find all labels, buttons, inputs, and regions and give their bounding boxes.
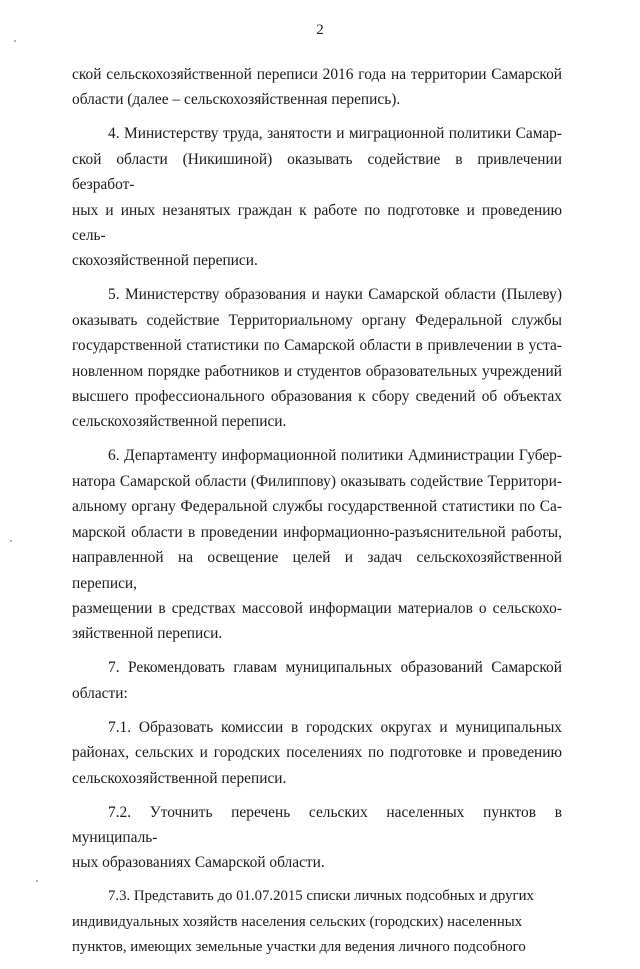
text-line: ской сельскохозяйственной переписи 2016 года на территории Самарской	[72, 66, 562, 83]
text-line: марской области в проведении информационно-разъяснительной работы,	[72, 523, 562, 541]
paragraph-item-6	[72, 443, 562, 646]
text-line: зяйственной переписи.	[72, 625, 223, 643]
text-line: натора Самарской области (Филиппову) оказывать содействие Территори-	[72, 472, 562, 490]
paragraph-item-7	[72, 655, 562, 706]
text-line: ных и иных незанятых граждан к работе по подготовке и проведению сель-	[72, 201, 562, 245]
text-line: новленном порядке работников и студентов образовательных учреждений	[72, 362, 562, 380]
text-line: сельскохозяйственной переписи.	[72, 413, 287, 431]
paragraph-item-4	[72, 121, 562, 273]
text-line: 6. Департаменту информационной политики Администрации Губер-	[108, 447, 562, 465]
text-line: ской области (Никишиной) оказывать содействие в привлечении безработ-	[72, 150, 562, 194]
text-line: альному органу Федеральной службы государственной статистики по Са-	[72, 498, 562, 516]
text-line: ных образованиях Самарской области.	[72, 854, 325, 872]
text-line: сельскохозяйственной переписи.	[72, 769, 287, 787]
text-line: 7. Рекомендовать главам муниципальных образований Самарской	[108, 659, 562, 677]
text-line: индивидуальных хозяйств населения сельских (городских) населенных	[72, 913, 523, 930]
text-line: размещении в средствах массовой информации материалов о сельскохо-	[72, 599, 562, 617]
text-line: 4. Министерству труда, занятости и миграционной политики Самар-	[108, 125, 562, 143]
document-body	[72, 62, 562, 969]
text-line: области:	[72, 684, 128, 702]
scan-speck	[10, 540, 12, 542]
text-line: государственной статистики по Самарской области в привлечении в уста-	[72, 337, 562, 355]
paragraph-item-7-1	[72, 715, 562, 791]
text-line: оказывать содействие Территориальному органу Федеральной службы	[72, 311, 562, 329]
text-line: районах, сельских и городских поселениях по подготовке и проведению	[72, 744, 562, 762]
paragraph-continuation	[72, 62, 562, 113]
paragraph-item-5	[72, 282, 562, 434]
text-line: 7.1. Образовать комиссии в городских округах и муниципальных	[108, 718, 562, 736]
text-line: скохозяйственной переписи.	[72, 252, 258, 270]
text-line: 7.3. Представить до 01.07.2015 списки личных подсобных и других	[108, 888, 534, 905]
text-line: 5. Министерству образования и науки Самарской области (Пылеву)	[108, 286, 562, 304]
paragraph-item-7-3	[72, 884, 562, 960]
text-line: пунктов, имеющих земельные участки для ведения личного подсобного	[72, 939, 526, 956]
paragraph-item-7-2	[72, 800, 562, 876]
text-line: направленной на освещение целей и задач сельскохозяйственной переписи,	[72, 549, 562, 592]
page-number: 2	[316, 22, 324, 38]
text-line: высшего профессионального образования к сбору сведений об объектах	[72, 388, 562, 406]
scan-speck	[36, 880, 38, 882]
scan-speck	[14, 40, 16, 42]
text-line: 7.2. Уточнить перечень сельских населенных пунктов в муниципаль-	[72, 803, 562, 846]
text-line: области (далее – сельскохозяйственная перепись).	[72, 91, 401, 109]
